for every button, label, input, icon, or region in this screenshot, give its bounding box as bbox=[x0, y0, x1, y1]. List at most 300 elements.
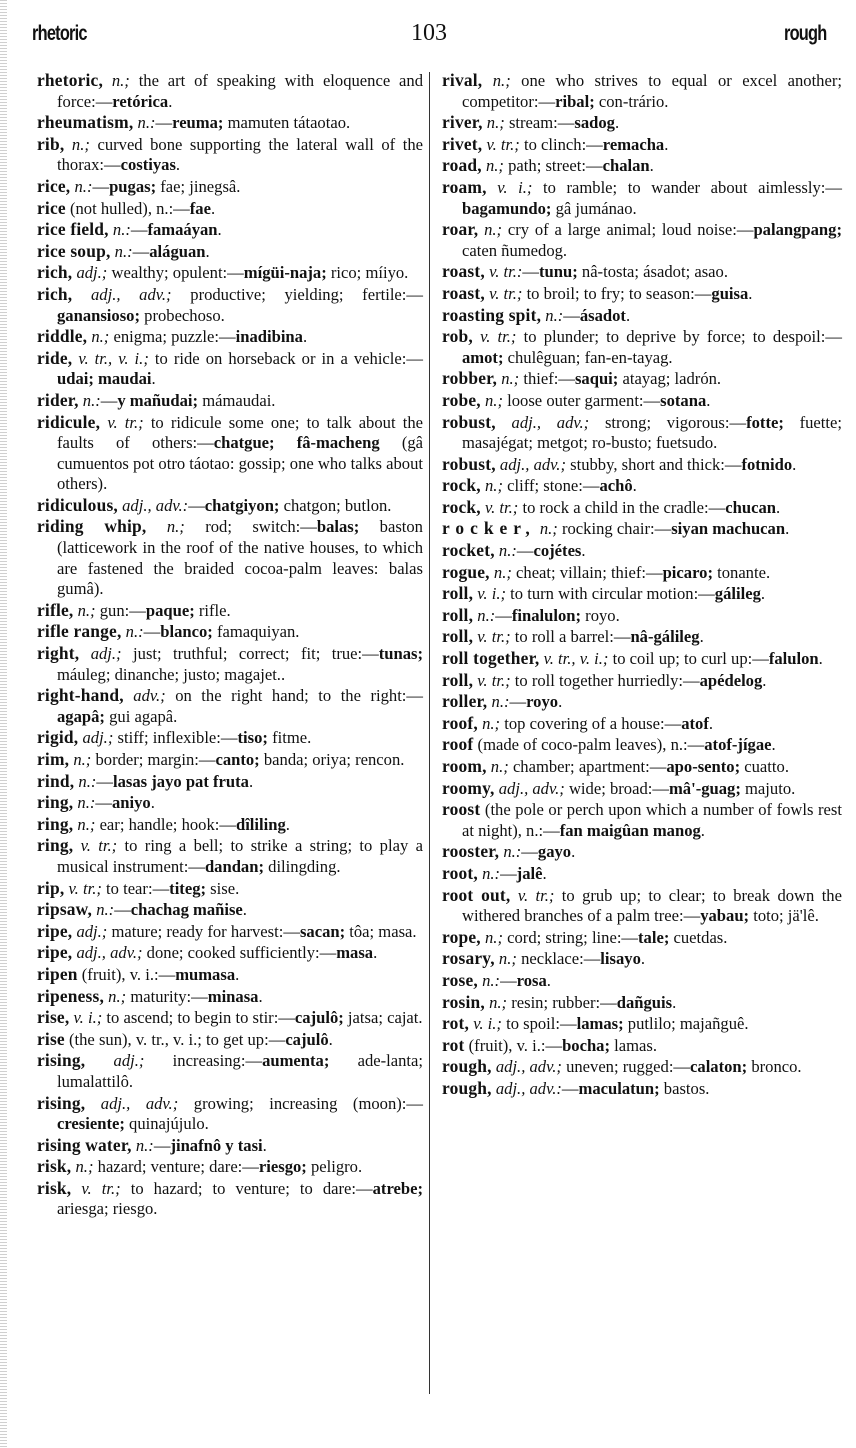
dictionary-entry bbox=[442, 562, 842, 584]
dictionary-entry bbox=[37, 198, 423, 220]
part-of-speech: n.: bbox=[96, 900, 115, 920]
dictionary-entry bbox=[442, 390, 842, 412]
headword: root, bbox=[442, 862, 478, 883]
variants: . bbox=[175, 155, 181, 175]
translation: costiyas bbox=[120, 155, 176, 175]
dictionary-entry bbox=[37, 771, 423, 793]
variants: rico; míiyo. bbox=[326, 263, 409, 283]
translation: achô bbox=[599, 476, 633, 496]
translation: sotana bbox=[660, 390, 707, 410]
headword: robust, bbox=[442, 411, 496, 432]
part-of-speech: n.; bbox=[490, 757, 509, 776]
variants: chulêguan; fan-en-tayag. bbox=[503, 347, 673, 367]
dictionary-entry bbox=[37, 986, 423, 1008]
part-of-speech: n.: bbox=[135, 1135, 154, 1155]
part-of-speech: v. tr.; bbox=[68, 878, 102, 898]
dictionary-entry bbox=[442, 583, 842, 605]
dictionary-entry bbox=[37, 284, 423, 326]
part-of-speech: n.; bbox=[485, 927, 503, 947]
translation: gálileg bbox=[714, 584, 761, 604]
headword: rosin, bbox=[442, 991, 485, 1012]
variants: . bbox=[373, 943, 378, 963]
headword: robe, bbox=[442, 389, 481, 410]
translation: yabau; bbox=[700, 906, 750, 926]
variants: toto; jä'lê. bbox=[749, 906, 819, 926]
dictionary-entry bbox=[37, 685, 423, 727]
variants: chatgon; butlon. bbox=[279, 495, 392, 515]
translation: remacha bbox=[602, 134, 665, 154]
translation: lasas jayo pat fruta bbox=[112, 771, 249, 791]
variants: . bbox=[242, 900, 247, 920]
translation: bocha; bbox=[562, 1035, 611, 1055]
headword: riding whip, bbox=[37, 516, 147, 537]
variants: máuleg; dinanche; justo; magajet.. bbox=[57, 664, 286, 684]
translation: cajulô bbox=[285, 1029, 329, 1049]
headword: ring, bbox=[37, 792, 74, 813]
dictionary-entry bbox=[442, 518, 842, 540]
dictionary-entry bbox=[37, 390, 423, 412]
dictionary-entry bbox=[37, 921, 423, 943]
translation: maculatun; bbox=[578, 1078, 660, 1098]
translation: dîliling bbox=[235, 814, 286, 834]
definition: (fruit), v. i.:— bbox=[81, 964, 176, 984]
definition: — bbox=[522, 262, 539, 282]
definition: wealthy; opulent:— bbox=[111, 263, 244, 283]
definition: — bbox=[153, 1135, 171, 1155]
variants: . bbox=[625, 305, 631, 325]
headword: roll, bbox=[442, 669, 474, 690]
headword: roast, bbox=[442, 261, 485, 282]
part-of-speech: n.; bbox=[485, 156, 504, 176]
definition: to roll a barrel:— bbox=[514, 627, 631, 647]
variants: fitme. bbox=[267, 728, 312, 748]
translation: chalan bbox=[602, 156, 650, 176]
part-of-speech: adj.; bbox=[76, 921, 108, 941]
headword: rosary, bbox=[442, 948, 495, 969]
headword: ridicule, bbox=[37, 411, 101, 432]
translation: rosa bbox=[516, 970, 547, 990]
translation: fotnido bbox=[741, 454, 793, 474]
headword: rough, bbox=[442, 1056, 492, 1077]
definition: (the sun), v. tr., v. i.; to get up:— bbox=[69, 1029, 286, 1049]
translation: paque; bbox=[145, 600, 195, 620]
headword: rice soup, bbox=[37, 240, 111, 261]
headword: riddle, bbox=[37, 326, 88, 347]
variants: . bbox=[664, 134, 669, 154]
headword: river, bbox=[442, 112, 483, 133]
variants: . bbox=[632, 476, 637, 496]
definition: the art of speaking with eloquence and force:— bbox=[57, 71, 423, 111]
translation: sacan; bbox=[299, 921, 346, 941]
dictionary-entry bbox=[37, 727, 423, 749]
translation: dañguis bbox=[616, 992, 673, 1012]
part-of-speech: adj.; bbox=[90, 644, 122, 664]
part-of-speech: n.; bbox=[75, 1157, 94, 1177]
dictionary-entry bbox=[37, 241, 423, 263]
headword: rifle, bbox=[37, 599, 74, 620]
dictionary-entry bbox=[37, 1135, 423, 1157]
headword: risk, bbox=[37, 1177, 72, 1198]
headword: rising, bbox=[37, 1092, 86, 1113]
translation: agapâ; bbox=[57, 706, 105, 726]
part-of-speech: n.: bbox=[78, 771, 97, 791]
dictionary-entry bbox=[442, 540, 842, 562]
part-of-speech: v. tr.; bbox=[489, 283, 523, 303]
dictionary-entry bbox=[442, 1056, 842, 1078]
dictionary-entry bbox=[37, 814, 423, 836]
headword: roam, bbox=[442, 176, 487, 197]
dictionary-entry bbox=[442, 734, 842, 756]
dictionary-entry bbox=[442, 885, 842, 927]
definition: uneven; rugged:— bbox=[566, 1057, 691, 1077]
translation: jinafnô y tasi bbox=[170, 1135, 263, 1155]
translation: fan maigûan manog bbox=[559, 820, 701, 840]
part-of-speech: n.; bbox=[71, 134, 90, 154]
variants: . bbox=[640, 949, 646, 969]
dictionary-entry bbox=[37, 835, 423, 877]
headword: ridiculous, bbox=[37, 494, 118, 515]
dictionary-entry bbox=[442, 368, 842, 390]
definition: rod; switch:— bbox=[205, 517, 317, 537]
part-of-speech: n.: bbox=[545, 305, 564, 325]
part-of-speech: n.; bbox=[485, 476, 503, 496]
headword: rooster, bbox=[442, 841, 500, 862]
translation: ásadot bbox=[579, 305, 626, 325]
variants: bronco. bbox=[747, 1057, 802, 1077]
headword: roof, bbox=[442, 712, 478, 733]
variants: peligro. bbox=[306, 1157, 363, 1177]
definition: to coil up; to curl up:— bbox=[612, 649, 769, 669]
dictionary-entry bbox=[442, 756, 842, 778]
part-of-speech: n.; bbox=[91, 327, 110, 347]
part-of-speech: n.: bbox=[491, 692, 510, 712]
part-of-speech: v. tr.: bbox=[489, 262, 523, 282]
translation: cojétes bbox=[533, 541, 582, 561]
variants: sise. bbox=[206, 878, 240, 898]
part-of-speech: n.: bbox=[482, 970, 501, 990]
variants: . bbox=[248, 771, 254, 791]
headword: rough, bbox=[442, 1077, 492, 1098]
headword: rocket, bbox=[442, 540, 495, 561]
definition: thief:— bbox=[523, 369, 575, 389]
dictionary-entry bbox=[442, 412, 842, 454]
part-of-speech: n.; bbox=[77, 600, 96, 620]
part-of-speech: adj., adv.; bbox=[511, 412, 590, 432]
part-of-speech: n.; bbox=[486, 113, 505, 133]
translation: nâ-gálileg bbox=[630, 627, 700, 647]
definition: — bbox=[95, 793, 112, 813]
definition: on the right hand; to the right:— bbox=[175, 686, 424, 706]
translation: atof-jígae bbox=[704, 735, 772, 755]
translation: famaáyan bbox=[147, 220, 218, 240]
translation: retórica bbox=[112, 91, 169, 111]
definition: — bbox=[143, 622, 161, 642]
definition: done; cooked sufficiently:— bbox=[146, 943, 337, 963]
variants: con-trário. bbox=[594, 91, 669, 111]
headword: right-hand, bbox=[37, 685, 124, 706]
translation: apo-sento; bbox=[666, 757, 741, 776]
part-of-speech: n.; bbox=[498, 949, 517, 969]
definition: border; margin:— bbox=[95, 750, 216, 769]
headword: rheumatism, bbox=[37, 112, 134, 133]
translation: mígüi-naja; bbox=[243, 263, 327, 283]
part-of-speech: n.; bbox=[485, 390, 503, 410]
part-of-speech: n.; bbox=[492, 71, 511, 90]
variants: . bbox=[581, 541, 586, 561]
headword: rivet, bbox=[442, 133, 483, 154]
definition: hazard; venture; dare:— bbox=[97, 1157, 259, 1177]
part-of-speech: adj.; bbox=[113, 1051, 145, 1071]
variants: . bbox=[151, 369, 156, 389]
headword: rice bbox=[37, 197, 66, 218]
headword: rim, bbox=[37, 749, 70, 769]
dictionary-entry bbox=[37, 749, 423, 771]
definition: gun:— bbox=[99, 600, 146, 620]
part-of-speech: n.: bbox=[477, 605, 496, 625]
variants: banda; oriya; rencon. bbox=[259, 750, 405, 769]
definition: loose outer garment:— bbox=[507, 390, 661, 410]
dictionary-entry bbox=[442, 970, 842, 992]
definition: enigma; puzzle:— bbox=[113, 327, 236, 347]
part-of-speech: v. i.; bbox=[473, 1014, 502, 1034]
definition: to plunder; to deprive by force; to despoil:— bbox=[523, 327, 842, 347]
headword: rogue, bbox=[442, 561, 490, 582]
left-column bbox=[37, 70, 423, 1220]
part-of-speech: n.: bbox=[74, 176, 93, 196]
variants: . bbox=[571, 842, 576, 862]
translation: palangpang; bbox=[753, 220, 842, 240]
dictionary-entry bbox=[442, 992, 842, 1014]
headword: roasting spit, bbox=[442, 304, 542, 325]
dictionary-entry bbox=[37, 348, 423, 390]
variants: . bbox=[217, 220, 222, 240]
definition: just; truthful; correct; fit; true:— bbox=[133, 644, 379, 664]
headword: rot, bbox=[442, 1013, 470, 1034]
running-head bbox=[32, 20, 826, 50]
translation: fotte; bbox=[746, 412, 784, 432]
variants: atayag; ladrón. bbox=[618, 369, 722, 389]
guide-word-right: rough bbox=[783, 22, 826, 45]
variants: . bbox=[706, 390, 711, 410]
translation: royo bbox=[526, 692, 559, 712]
headword: rice field, bbox=[37, 219, 109, 240]
guide-word-left: rhetoric bbox=[32, 22, 87, 45]
part-of-speech: v. tr.; bbox=[486, 134, 520, 154]
headword: rise bbox=[37, 1028, 65, 1049]
dictionary-entry bbox=[37, 1050, 423, 1092]
variants: ariesga; riesgo. bbox=[57, 1199, 158, 1219]
headword: rice, bbox=[37, 175, 71, 196]
headword: rocker, bbox=[442, 518, 536, 539]
dictionary-entry bbox=[37, 70, 423, 112]
definition: stiff; inflexible:— bbox=[117, 728, 238, 748]
translation: mumasa bbox=[175, 964, 236, 984]
variants: . bbox=[150, 793, 155, 813]
dictionary-entry bbox=[442, 863, 842, 885]
part-of-speech: n.; bbox=[111, 71, 130, 90]
translation: mâ'-guag; bbox=[668, 778, 741, 798]
dictionary-entry bbox=[37, 643, 423, 685]
headword: rich, bbox=[37, 262, 73, 283]
headword: robber, bbox=[442, 368, 498, 389]
definition: (not hulled), n.:— bbox=[69, 198, 190, 218]
headword: rob, bbox=[442, 326, 473, 347]
dictionary-entry bbox=[442, 326, 842, 368]
dictionary-entry bbox=[442, 691, 842, 713]
part-of-speech: adj., adv.; bbox=[100, 1093, 179, 1113]
variants: fuette; masajégat; metgot; ro-busto; fuetsudo. bbox=[462, 412, 842, 453]
definition: — bbox=[92, 176, 110, 196]
definition: — bbox=[500, 970, 517, 990]
translation: atrebe; bbox=[372, 1178, 423, 1198]
definition: stream:— bbox=[508, 113, 575, 133]
dictionary-entry bbox=[37, 600, 423, 622]
headword: rose, bbox=[442, 969, 478, 990]
translation: tale; bbox=[638, 927, 670, 947]
headword: rot bbox=[442, 1034, 465, 1055]
variants: . bbox=[205, 241, 210, 261]
definition: cheat; villain; thief:— bbox=[516, 562, 663, 582]
part-of-speech: v. tr., v. i.; bbox=[78, 348, 149, 368]
translation: jalê bbox=[516, 863, 543, 883]
translation: aniyo bbox=[112, 793, 151, 813]
headword: rival, bbox=[442, 70, 483, 90]
part-of-speech: v. tr.; bbox=[81, 1178, 121, 1198]
variants: tôa; masa. bbox=[345, 921, 417, 941]
headword: ring, bbox=[37, 835, 74, 856]
part-of-speech: n.: bbox=[137, 113, 156, 133]
translation: chatgue; fâ-macheng bbox=[213, 433, 380, 453]
dictionary-entry bbox=[37, 495, 423, 517]
definition: strong; vigorous:— bbox=[604, 412, 747, 432]
variants: . bbox=[558, 692, 563, 712]
variants: rifle. bbox=[194, 600, 231, 620]
headword: roll, bbox=[442, 604, 474, 625]
translation: amot; bbox=[462, 347, 504, 367]
definition: — bbox=[495, 605, 512, 625]
variants: . bbox=[328, 1029, 333, 1049]
part-of-speech: n.; bbox=[484, 220, 503, 240]
definition: — bbox=[114, 900, 131, 920]
dictionary-entry bbox=[442, 497, 842, 519]
definition: increasing:— bbox=[172, 1051, 263, 1071]
definition: to ascend; to begin to stir:— bbox=[106, 1008, 295, 1028]
definition: — bbox=[509, 692, 527, 712]
variants: royo. bbox=[581, 605, 620, 625]
headword: roar, bbox=[442, 219, 479, 240]
headword: road, bbox=[442, 155, 482, 176]
definition: to spoil:— bbox=[506, 1014, 577, 1034]
variants: . bbox=[168, 91, 173, 111]
headword: right, bbox=[37, 643, 80, 664]
part-of-speech: n.; bbox=[501, 369, 520, 389]
headword: room, bbox=[442, 756, 487, 776]
part-of-speech: n.: bbox=[498, 541, 517, 561]
headword: ring, bbox=[37, 813, 74, 834]
headword: roomy, bbox=[442, 777, 495, 798]
dictionary-entry bbox=[37, 262, 423, 284]
part-of-speech: v. tr.; bbox=[80, 836, 118, 856]
variants: . bbox=[672, 992, 677, 1012]
part-of-speech: n.; bbox=[493, 562, 512, 582]
variants: lamas. bbox=[610, 1035, 658, 1055]
definition: — bbox=[132, 241, 150, 261]
variants: mamuten tátaotao. bbox=[223, 113, 351, 133]
dictionary-entry bbox=[442, 626, 842, 648]
variants: . bbox=[818, 649, 823, 669]
headword: robust, bbox=[442, 453, 496, 474]
definition: (the pole or perch upon which a number of fowls rest at night), n.:— bbox=[462, 800, 842, 840]
variants: bastos. bbox=[659, 1078, 710, 1098]
dictionary-entry bbox=[442, 1035, 842, 1057]
part-of-speech: adj., adv.; bbox=[76, 943, 143, 963]
part-of-speech: adj.; bbox=[76, 263, 108, 283]
variants: . bbox=[708, 713, 714, 733]
definition: path; street:— bbox=[508, 156, 603, 176]
headword: roof bbox=[442, 734, 474, 755]
variants: . bbox=[302, 327, 308, 347]
definition: — bbox=[521, 842, 538, 862]
translation: finalulon; bbox=[511, 605, 582, 625]
part-of-speech: n.; bbox=[77, 814, 96, 834]
part-of-speech: adj., adv.: bbox=[122, 495, 189, 515]
part-of-speech: v. i.; bbox=[477, 584, 506, 604]
definition: — bbox=[500, 863, 517, 883]
variants: baston (latticework in the roof of the native houses, to which are fastened the braided cocoa-palm leaves: balas gumâ). bbox=[57, 517, 423, 599]
variants: cuatto. bbox=[740, 757, 789, 776]
headword: roll, bbox=[442, 583, 474, 604]
definition: to rock a child in the cradle:— bbox=[522, 497, 726, 517]
dictionary-entry bbox=[442, 927, 842, 949]
definition: to ride on horseback or in a vehicle:— bbox=[154, 348, 423, 368]
part-of-speech: n.: bbox=[114, 241, 133, 261]
translation: gayo bbox=[537, 842, 572, 862]
translation: fae bbox=[189, 198, 211, 218]
dictionary-entry bbox=[442, 305, 842, 327]
part-of-speech: n.; bbox=[166, 517, 185, 537]
definition: ear; handle; hook:— bbox=[99, 814, 236, 834]
column-divider bbox=[429, 72, 430, 1394]
dictionary-entry bbox=[442, 948, 842, 970]
headword: roost bbox=[442, 799, 481, 820]
headword: roller, bbox=[442, 691, 488, 712]
dictionary-entry bbox=[442, 134, 842, 156]
definition: wide; broad:— bbox=[568, 778, 669, 798]
dictionary-entry bbox=[442, 261, 842, 283]
part-of-speech: n.; bbox=[73, 750, 92, 769]
translation: lamas; bbox=[576, 1014, 624, 1034]
dictionary-entry bbox=[442, 799, 842, 841]
dictionary-entry bbox=[442, 778, 842, 800]
headword: roll together, bbox=[442, 648, 540, 669]
dictionary-entry bbox=[442, 283, 842, 305]
headword: rider, bbox=[37, 389, 79, 410]
part-of-speech: n.; bbox=[108, 986, 127, 1006]
translation: chucan bbox=[725, 497, 776, 517]
part-of-speech: n.; bbox=[489, 992, 508, 1012]
variants: cuetdas. bbox=[669, 927, 728, 947]
translation: canto; bbox=[215, 750, 260, 769]
variants: putlilo; majañguê. bbox=[623, 1014, 749, 1034]
dictionary-entry bbox=[442, 1078, 842, 1100]
translation: inadibina bbox=[235, 327, 303, 347]
dictionary-entry bbox=[442, 670, 842, 692]
part-of-speech: adv.; bbox=[133, 686, 166, 706]
dictionary-entry bbox=[442, 177, 842, 219]
definition: — bbox=[563, 305, 580, 325]
translation: siyan machucan bbox=[671, 519, 786, 539]
part-of-speech: v. tr.; bbox=[477, 670, 511, 690]
